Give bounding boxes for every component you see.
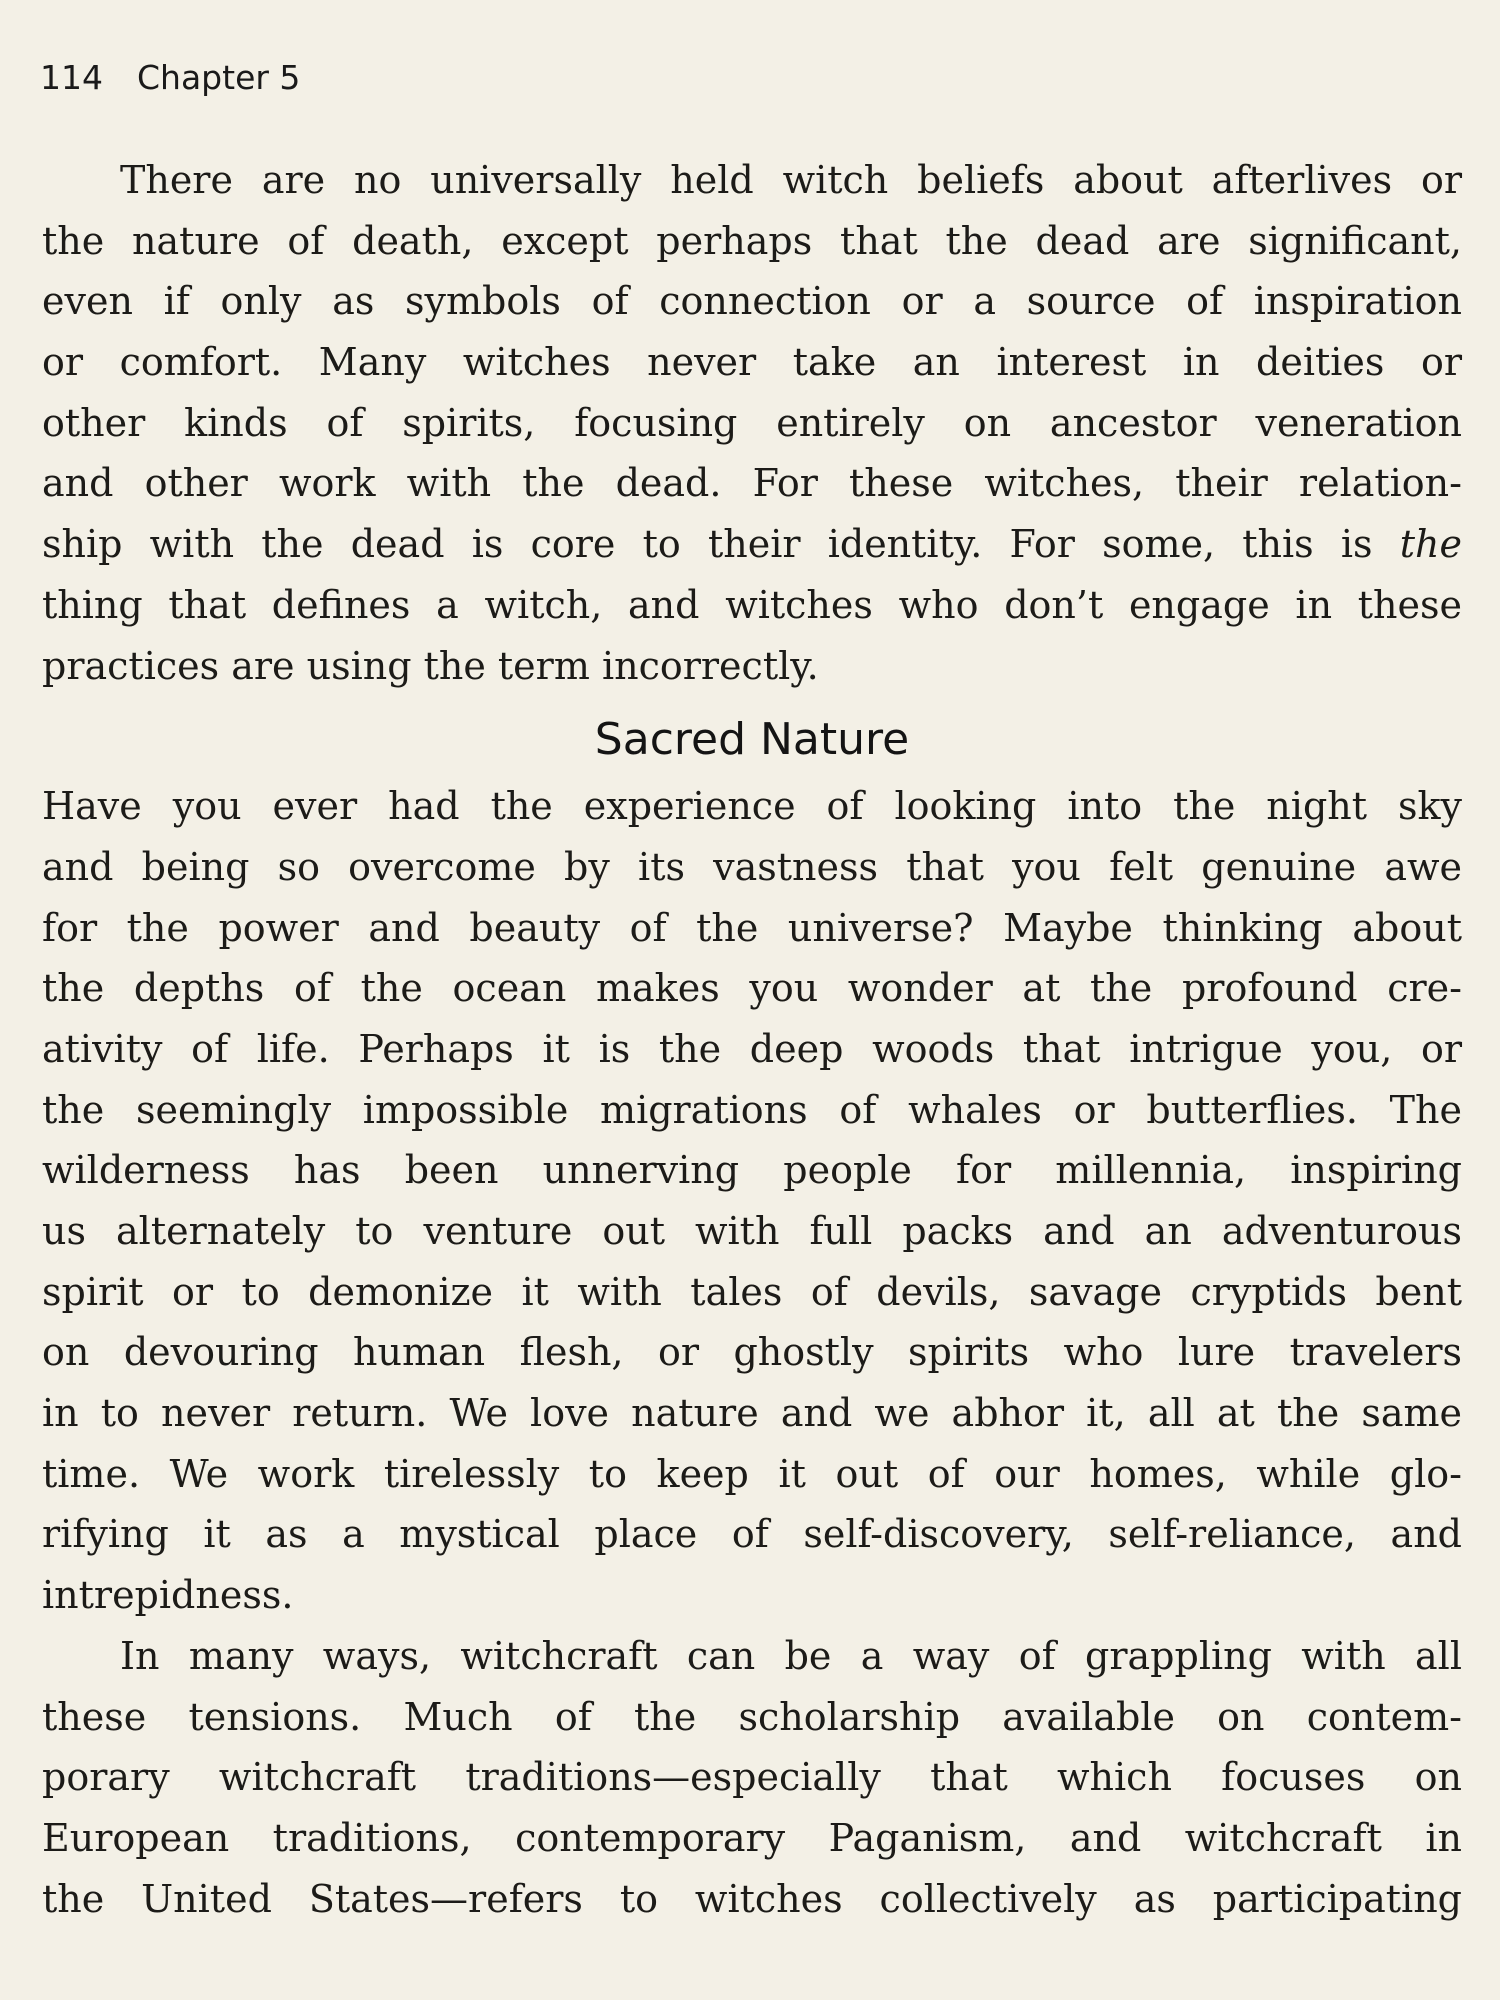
text-line: the depths of the ocean makes you wonder at the profound cre- <box>42 966 1462 1011</box>
text-line: on devouring human flesh, or ghostly spirits who lure travelers <box>42 1330 1462 1375</box>
text-line: In many ways, witchcraft can be a way of grappling with all <box>120 1633 1462 1678</box>
text-line: practices are using the term incorrectly. <box>42 643 819 688</box>
text-line: and being so overcome by its vastness that you felt genuine awe <box>42 844 1462 889</box>
section-heading: Sacred Nature <box>594 714 910 766</box>
text-line: even if only as symbols of connection or a source of inspiration <box>42 279 1462 324</box>
text-line: the seemingly impossible migrations of whales or butterflies. The <box>42 1087 1462 1132</box>
text-line: for the power and beauty of the universe? Maybe thinking about <box>42 905 1462 950</box>
text-line: in to never return. We love nature and we abhor it, all at the same <box>42 1391 1462 1436</box>
text-line: and other work with the dead. For these witches, their relation- <box>42 461 1462 506</box>
text-line: other kinds of spirits, focusing entirely on ancestor veneration <box>42 400 1462 445</box>
text-line-segment: ship with the dead is core to their identity. For some, this is <box>42 522 1373 567</box>
paragraph-witchcraft-tensions <box>42 1626 1462 1929</box>
body-text <box>42 150 1462 1929</box>
text-line: these tensions. Much of the scholarship available on contem- <box>42 1694 1462 1739</box>
text-line: rifying it as a mystical place of self-discovery, self-reliance, and <box>42 1512 1462 1557</box>
page-number: 114 <box>40 58 103 97</box>
text-line <box>42 514 1462 575</box>
text-line: intrepidness. <box>42 1573 294 1618</box>
emphasis-word: the <box>1399 522 1462 567</box>
text-line: There are no universally held witch beliefs about afterlives or <box>120 158 1462 202</box>
text-line: or comfort. Many witches never take an interest in deities or <box>42 340 1462 385</box>
text-line: us alternately to venture out with full packs and an adventurous <box>42 1209 1462 1253</box>
paragraph-afterlives <box>42 150 1462 696</box>
text-line: porary witchcraft traditions—especially that which focuses on <box>42 1755 1462 1800</box>
text-line: ativity of life. Perhaps it is the deep woods that intrigue you, or <box>42 1026 1462 1071</box>
text-line: the United States—refers to witches collectively as participating <box>42 1876 1462 1921</box>
text-line: spirit or to demonize it with tales of devils, savage cryptids bent <box>42 1269 1462 1314</box>
text-line: thing that defines a witch, and witches who don’t engage in these <box>42 582 1462 627</box>
text-line: Have you ever had the experience of looking into the night sky <box>42 784 1462 829</box>
text-line: wilderness has been unnerving people for millennia, inspiring <box>42 1148 1462 1193</box>
text-line: time. We work tirelessly to keep it out of our homes, while glo- <box>42 1451 1462 1496</box>
running-header <box>40 58 300 97</box>
text-line: the nature of death, except perhaps that the dead are significant, <box>42 218 1462 263</box>
text-line: European traditions, contemporary Paganism, and witchcraft in <box>42 1815 1462 1860</box>
chapter-label: Chapter 5 <box>137 58 301 97</box>
paragraph-nature <box>42 776 1462 1626</box>
